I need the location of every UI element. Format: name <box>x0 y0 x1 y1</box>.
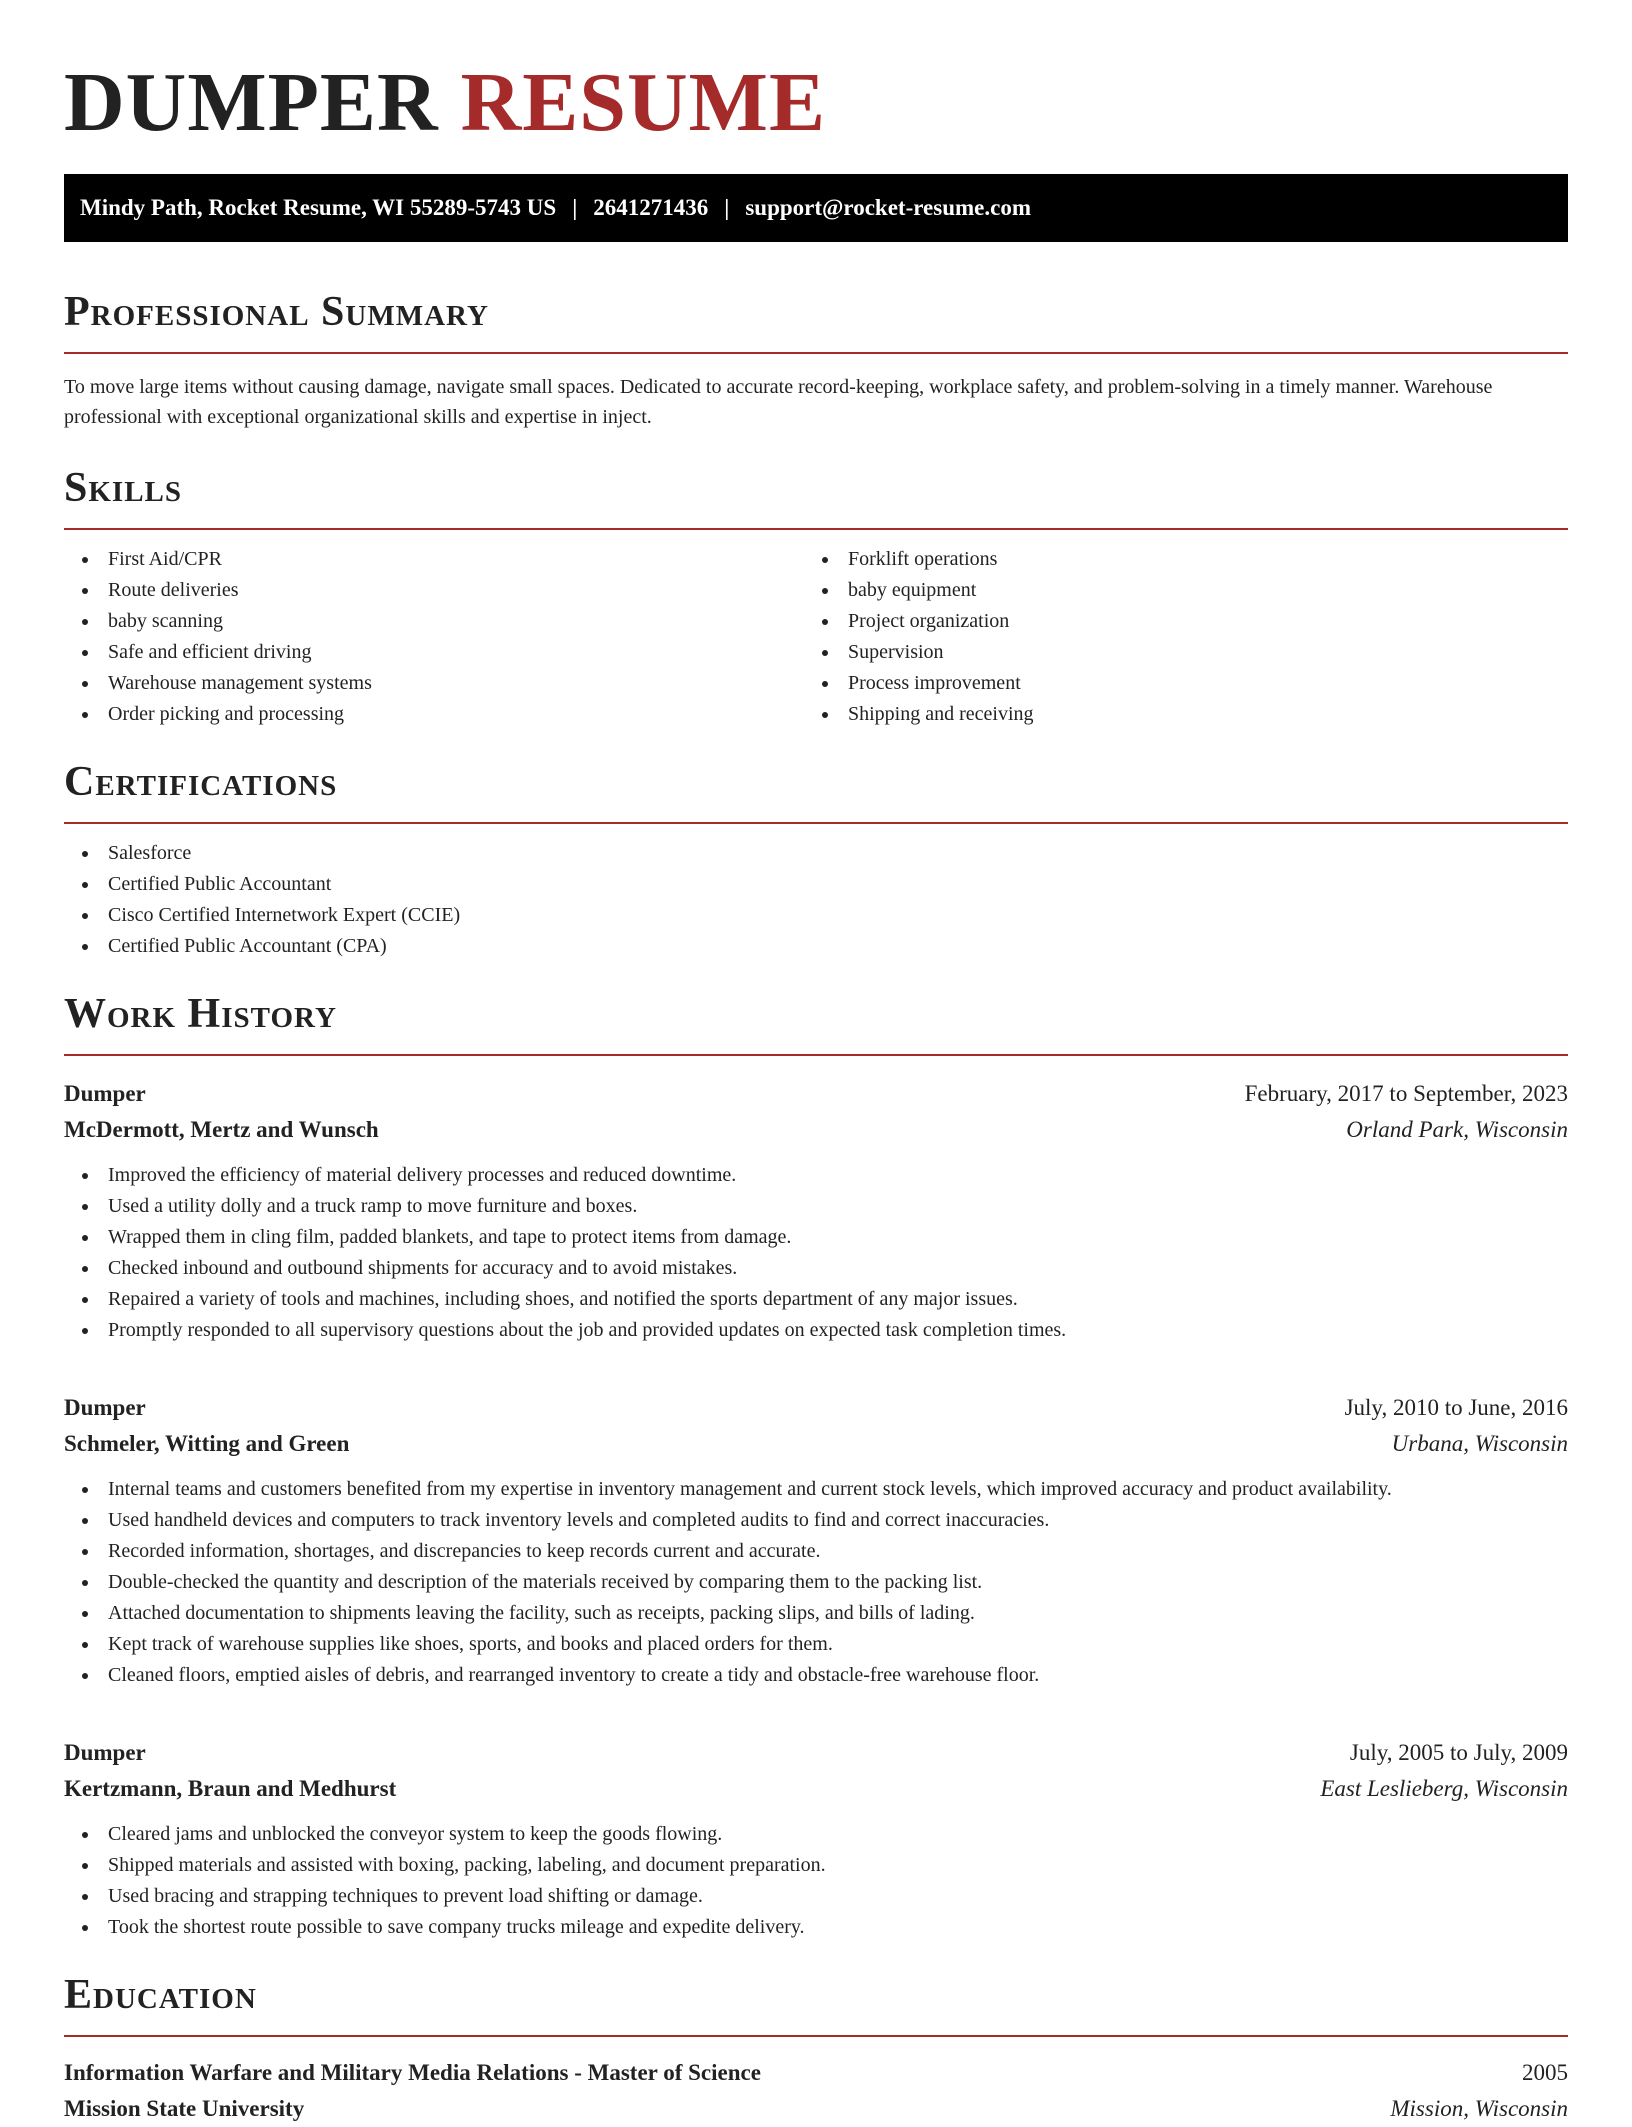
skill-item: baby equipment <box>804 575 1544 606</box>
job-header-row <box>64 1390 1568 1426</box>
skill-item: Shipping and receiving <box>804 699 1544 730</box>
skills-heading: Skills <box>64 465 183 511</box>
certifications-heading: Certifications <box>64 759 338 805</box>
education-degree-row <box>64 2055 1568 2091</box>
education-heading: Education <box>64 1972 257 2018</box>
job-company: Schmeler, Witting and Green <box>64 1431 350 1456</box>
job-duty: Repaired a variety of tools and machines, including shoes, and notified the sports department of any major issues. <box>64 1284 1568 1315</box>
certification-item: Certified Public Accountant <box>64 869 1568 900</box>
job-duty: Kept track of warehouse supplies like shoes, sports, and books and placed orders for them. <box>64 1629 1568 1660</box>
job-header-row <box>64 1735 1568 1771</box>
job-title: Dumper <box>64 1740 146 1765</box>
job-company-row <box>64 1426 1568 1462</box>
job-duty: Cleared jams and unblocked the conveyor system to keep the goods flowing. <box>64 1819 1568 1850</box>
skill-item: Route deliveries <box>64 575 804 606</box>
job-header-row <box>64 1076 1568 1112</box>
job-duty: Wrapped them in cling film, padded blankets, and tape to protect items from damage. <box>64 1222 1568 1253</box>
contact-address: Mindy Path, Rocket Resume, WI 55289-5743 US <box>80 195 557 220</box>
job-duty: Improved the efficiency of material delivery processes and reduced downtime. <box>64 1160 1568 1191</box>
job-duty: Used handheld devices and computers to track inventory levels and completed audits to find and correct inaccuracies. <box>64 1505 1568 1536</box>
education-entry <box>64 2055 1568 2127</box>
contact-email[interactable]: support@rocket-resume.com <box>745 195 1031 220</box>
summary-heading: Professional Summary <box>64 289 489 335</box>
job-location: East Leslieberg, Wisconsin <box>1320 1776 1568 1801</box>
job-entry <box>64 1390 1568 1691</box>
job-title: Dumper <box>64 1081 146 1106</box>
job-dates: February, 2017 to September, 2023 <box>1244 1081 1568 1106</box>
skills-section <box>64 462 1568 730</box>
section-divider <box>64 1054 1568 1056</box>
education-degree: Information Warfare and Military Media Relations - Master of Science <box>64 2060 761 2085</box>
skill-item: Supervision <box>804 637 1544 668</box>
job-duty: Took the shortest route possible to save company trucks mileage and expedite delivery. <box>64 1912 1568 1943</box>
job-duty: Internal teams and customers benefited from my expertise in inventory management and current stock levels, which improved accuracy and product availability. <box>64 1474 1568 1505</box>
job-entry <box>64 1076 1568 1346</box>
section-divider <box>64 352 1568 354</box>
skills-columns <box>64 530 1568 730</box>
job-company: Kertzmann, Braun and Medhurst <box>64 1776 397 1801</box>
resume-name <box>64 54 1568 152</box>
job-duties <box>64 1474 1568 1691</box>
job-location: Orland Park, Wisconsin <box>1346 1117 1568 1142</box>
resume-page <box>64 0 1568 2127</box>
name-first: DUMPER <box>64 56 439 149</box>
job-company-row <box>64 1112 1568 1148</box>
skills-list-left <box>64 544 804 730</box>
education-school: Mission State University <box>64 2096 305 2121</box>
certification-item: Certified Public Accountant (CPA) <box>64 931 1568 962</box>
certification-item: Cisco Certified Internetwork Expert (CCIE) <box>64 900 1568 931</box>
contact-separator: | <box>724 195 730 220</box>
job-duty: Double-checked the quantity and description of the materials received by comparing them to the packing list. <box>64 1567 1568 1598</box>
job-duty: Recorded information, shortages, and discrepancies to keep records current and accurate. <box>64 1536 1568 1567</box>
section-divider <box>64 2035 1568 2037</box>
section-divider <box>64 822 1568 824</box>
certifications-list <box>64 838 1568 962</box>
job-company-row <box>64 1771 1568 1807</box>
education-year: 2005 <box>1522 2060 1568 2085</box>
work-history-heading: Work History <box>64 991 337 1037</box>
skill-item: Safe and efficient driving <box>64 637 804 668</box>
job-duty: Cleaned floors, emptied aisles of debris, and rearranged inventory to create a tidy and obstacle-free warehouse floor. <box>64 1660 1568 1691</box>
name-last: RESUME <box>460 56 826 149</box>
job-duty: Attached documentation to shipments leaving the facility, such as receipts, packing slips, and bills of lading. <box>64 1598 1568 1629</box>
job-dates: July, 2010 to June, 2016 <box>1344 1395 1568 1420</box>
skill-item: Process improvement <box>804 668 1544 699</box>
job-title: Dumper <box>64 1395 146 1420</box>
summary-section <box>64 286 1568 432</box>
job-duties <box>64 1160 1568 1346</box>
job-entry <box>64 1735 1568 1943</box>
skill-item: Warehouse management systems <box>64 668 804 699</box>
skill-item: Forklift operations <box>804 544 1544 575</box>
job-duties <box>64 1819 1568 1943</box>
skill-item: Project organization <box>804 606 1544 637</box>
certifications-section <box>64 756 1568 962</box>
job-duty: Used bracing and strapping techniques to prevent load shifting or damage. <box>64 1881 1568 1912</box>
job-duty: Checked inbound and outbound shipments for accuracy and to avoid mistakes. <box>64 1253 1568 1284</box>
job-dates: July, 2005 to July, 2009 <box>1349 1740 1568 1765</box>
job-duty: Promptly responded to all supervisory questions about the job and provided updates on expected task completion times. <box>64 1315 1568 1346</box>
education-school-row <box>64 2091 1568 2127</box>
skill-item: Order picking and processing <box>64 699 804 730</box>
work-history-section <box>64 988 1568 1943</box>
contact-bar <box>64 174 1568 242</box>
skill-item: First Aid/CPR <box>64 544 804 575</box>
job-location: Urbana, Wisconsin <box>1391 1431 1568 1456</box>
job-duty: Shipped materials and assisted with boxing, packing, labeling, and document preparation. <box>64 1850 1568 1881</box>
skill-item: baby scanning <box>64 606 804 637</box>
contact-separator: | <box>572 195 578 220</box>
job-duty: Used a utility dolly and a truck ramp to move furniture and boxes. <box>64 1191 1568 1222</box>
contact-phone: 2641271436 <box>593 195 709 220</box>
education-location: Mission, Wisconsin <box>1390 2096 1568 2121</box>
skills-list-right <box>804 544 1544 730</box>
education-section <box>64 1969 1568 2127</box>
job-company: McDermott, Mertz and Wunsch <box>64 1117 379 1142</box>
summary-text: To move large items without causing damage, navigate small spaces. Dedicated to accurate record-keeping, workplace safety, and problem-solving in a timely manner. Warehouse professional with exceptional organizational skills and expertise in inject. <box>64 376 1493 428</box>
certification-item: Salesforce <box>64 838 1568 869</box>
